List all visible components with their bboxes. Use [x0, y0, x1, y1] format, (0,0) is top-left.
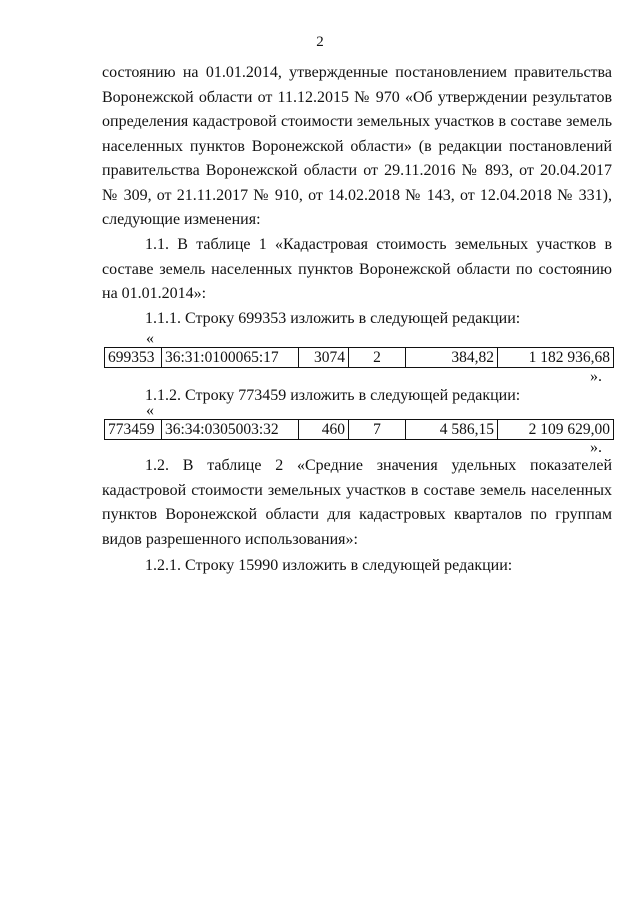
closing-quote: ». — [590, 439, 602, 456]
paragraph-1-1-2: 1.1.2. Строку 773459 изложить в следующей редакции: — [145, 387, 521, 404]
paragraph-1-2-1: 1.2.1. Строку 15990 изложить в следующей редакции: — [145, 557, 513, 574]
cell-area: 3074 — [299, 348, 349, 368]
replacement-row-table-1 — [104, 347, 614, 368]
paragraph-1-1: 1.1. В таблице 1 «Кадастровая стоимость земельных участков в составе земель населенных пунктов Воронежской области по состоянию на 01.01.2014»: — [102, 236, 612, 302]
cell-cadastral-number: 36:34:0305003:32 — [162, 420, 299, 440]
paragraph-intro-continuation: состоянию на 01.01.2014, утвержденные постановлением правительства Воронежской области от 11.12.2015 № 970 «Об утверждении результатов определения кадастровой стоимости земельных участков в составе земель населенных пунктов Воронежской области» (в редакции постановлений правительства Воронежской области от 29.11.2016 № 893, от 20.04.2017 № 309, от 21.11.2017 № 910, от 14.02.2018 № 143, от 12.04.2018 № 331), следующие изменения: — [102, 64, 612, 228]
cell-area: 460 — [299, 420, 349, 440]
cell-specific-value: 384,82 — [406, 348, 498, 368]
paragraph-1-1-1: 1.1.1. Строку 699353 изложить в следующей редакции: — [145, 310, 521, 327]
cell-specific-value: 4 586,15 — [406, 420, 498, 440]
opening-quote: « — [146, 330, 154, 347]
table-row — [105, 420, 614, 440]
closing-quote: ». — [590, 368, 602, 385]
cell-cadastral-number: 36:31:0100065:17 — [162, 348, 299, 368]
opening-quote: « — [146, 402, 154, 419]
cell-row-id: 773459 — [105, 420, 162, 440]
paragraph-1-2: 1.2. В таблице 2 «Средние значения удельных показателей кадастровой стоимости земельных участков в составе земель населенных пунктов Воронежской области для кадастровых кварталов по группам видов разрешенного использования»: — [102, 457, 612, 548]
cell-cadastral-cost: 1 182 936,68 — [498, 348, 614, 368]
replacement-row-table-2 — [104, 419, 614, 440]
cell-row-id: 699353 — [105, 348, 162, 368]
cell-cadastral-cost: 2 109 629,00 — [498, 420, 614, 440]
table-row — [105, 348, 614, 368]
page-number: 2 — [316, 34, 324, 50]
cell-group: 7 — [349, 420, 406, 440]
cell-group: 2 — [349, 348, 406, 368]
